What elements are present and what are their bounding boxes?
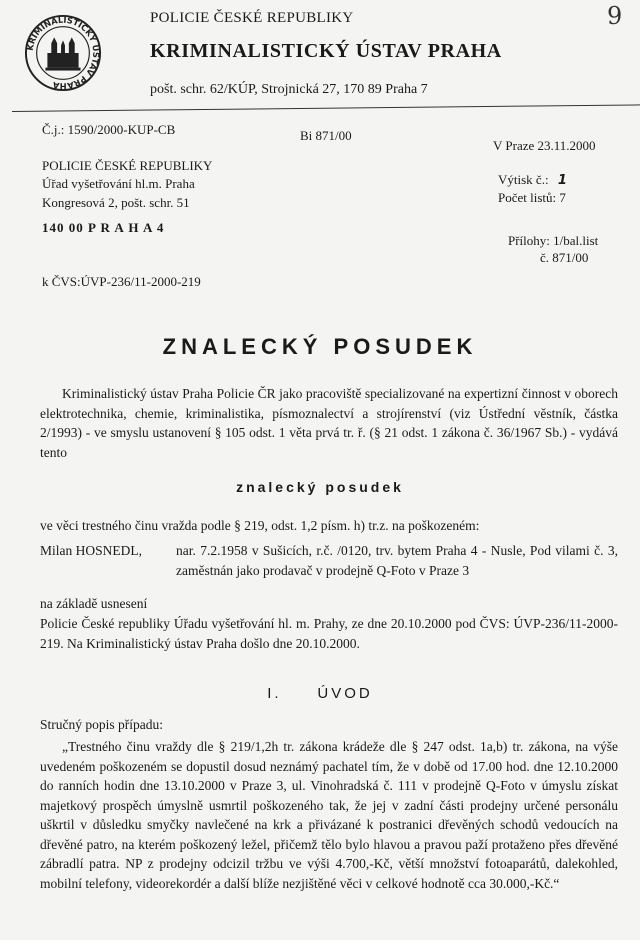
attachments-line2: č. 871/00 [540,250,589,265]
section-heading-intro: I. ÚVOD [267,685,373,702]
copy-number [498,172,567,188]
brief-description-label: Stručný popis případu: [40,717,163,732]
basis-label: na základě usnesení [40,596,148,611]
document-subtitle: znalecký posudek [236,479,404,495]
police-seal-logo [24,14,102,92]
recipient-city: 140 00 P R A H A 4 [42,220,165,235]
header-org-address: pošt. schr. 62/KÚP, Strojnická 27, 170 89 Praha 7 [150,82,428,97]
case-description: „Trestného činu vraždy dle § 219/1,2h tr. zákona krádeže dle § 247 odst. 1a,b) tr. zákona, na výše uvedeném poškozeném se dopustil dosud neznámý pachatel tím, že v době od 17.00 hod. dne 12.10.2000 do ranních hodin dne 13.10.2000 v Praze 3, ul. Vinohradská č. 111 v prodejně Q-Foto v úmyslu získat majetkový prospěch úmyslně usmrtil poškozeného tak, že jej v zadní části prodejny určené personálu uškrtil v důsledku smyčky navlečené na krk a přivázané k postranici dřevěných schodů vedoucích na dřevěné patro, na kterém poškozený ležel, přičemž tělo bylo hlavou a pravou paží protaženo přes dřevěné zábradlí patra. NP z prodejny odcizil tržbu ve výši 4.700,-Kč, větší množství fotoaparátů, dalekohled, mobilní telefony, videorekordér a další blíže nezjištěné věci v celkové hodnotě cca 30.000,-Kč.“ [40,739,618,891]
recipient-line1: POLICIE ČESKÉ REPUBLIKY [42,158,213,173]
page-count: Počet listů: 7 [498,190,566,205]
header-org-name: KRIMINALISTICKÝ ÚSTAV PRAHA [150,40,502,62]
document-title: ZNALECKÝ POSUDEK [162,334,478,359]
intro-paragraph: Kriminalistický ústav Praha Policie ČR jako pracoviště specializované na expertizní činnost v oborech elektrotechnika, chemie, kriminalistika, písmoznalectví a strojírenství (viz Ústřední věstník, částka 2/1993) - ve smyslu ustanovení § 105 odst. 1 věta prvá tr. ř. (§ 21 odst. 1 zákona č. 36/1967 Sb.) - vydává tento [40,386,618,460]
bi-number: Bi 871/00 [300,128,352,143]
attachments-line1: Přílohy: 1/bal.list [508,233,599,248]
copy-number-value: 1 [557,173,567,188]
basis-text: Policie České republiky Úřadu vyšetřování hl. m. Prahy, ze dne 20.10.2000 pod ČVS: ÚVP-236/11-2000-219. Na Kriminalistický ústav Praha došlo dne 20.10.2000. [40,616,618,651]
victim-info: nar. 7.2.1958 v Sušicích, r.č. /0120, trv. bytem Praha 4 - Nusle, Pod vilami č. 3, zaměstnán jako prodavač v prodejně Q-Foto v Praze 3 [176,543,618,578]
case-line: ve věci trestného činu vražda podle § 219, odst. 1,2 písm. h) tr.z. na poškozeném: [40,518,480,533]
header-divider [12,104,640,112]
header-org-line1: POLICIE ČESKÉ REPUBLIKY [150,10,354,26]
handwritten-page-mark: 9 [607,2,623,30]
case-reference: k ČVS:ÚVP-236/11-2000-219 [42,274,201,289]
recipient-line3: Kongresová 2, pošt. schr. 51 [42,195,190,210]
recipient-line2: Úřad vyšetřování hl.m. Praha [42,176,195,191]
document-date: V Praze 23.11.2000 [493,138,596,153]
reference-number: Č.j.: 1590/2000-KUP-CB [42,122,176,137]
victim-name: Milan HOSNEDL, [40,543,142,558]
svg-text:KRIMINALISTICKÝ ÚSTAV PRAHA: KRIMINALISTICKÝ ÚSTAV PRAHA [24,14,102,92]
copy-number-label: Výtisk č.: [498,172,549,187]
